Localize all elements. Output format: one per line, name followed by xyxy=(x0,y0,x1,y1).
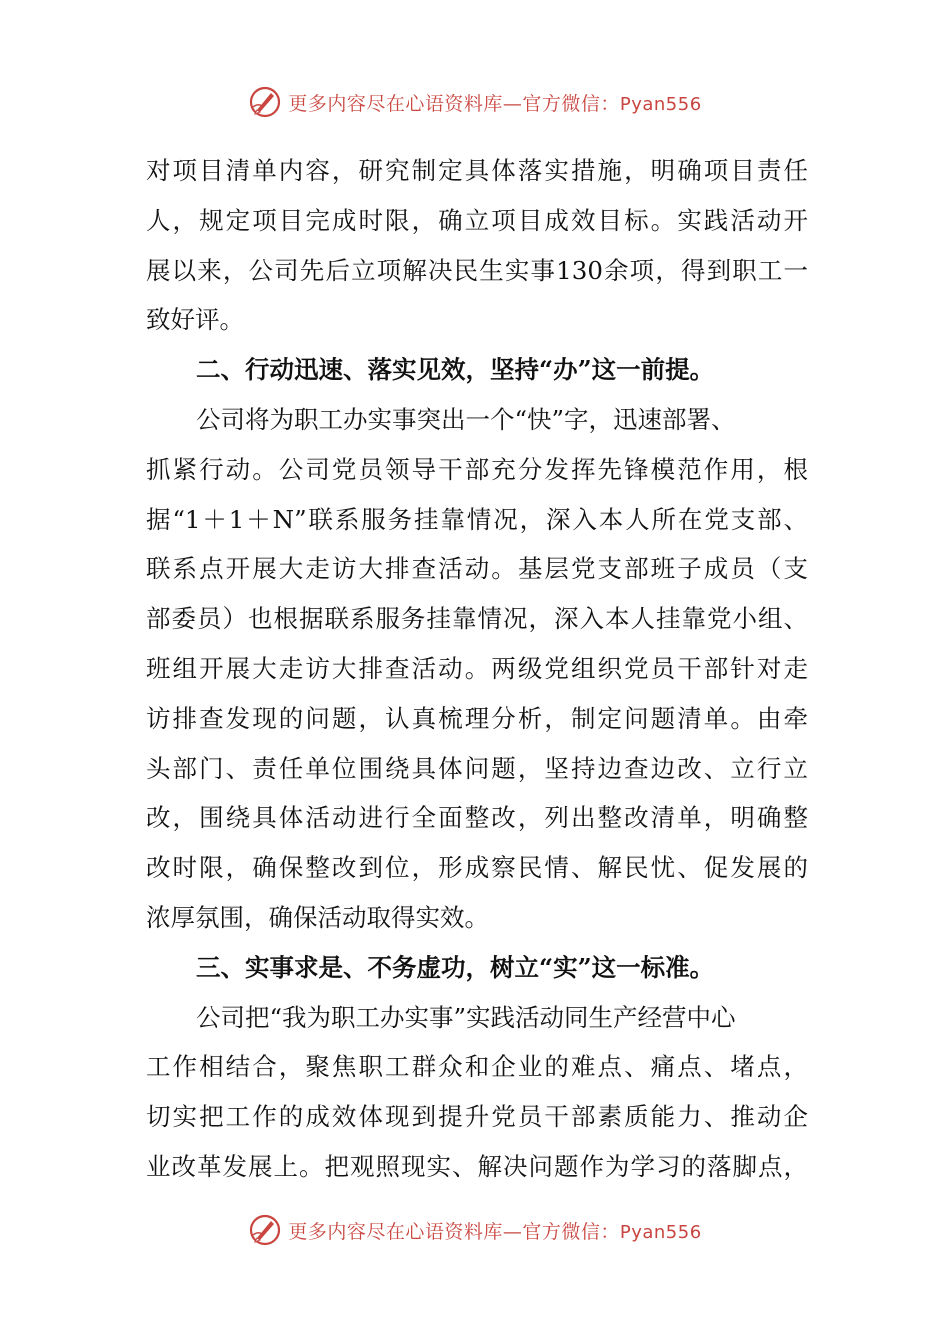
footer-banner xyxy=(0,1210,950,1250)
banner-label: 更多内容尽在心语资料库—官方微信： xyxy=(288,92,620,115)
text-line: 工作相结合，聚焦职工群众和企业的难点、痛点、堵点， xyxy=(146,1052,808,1082)
text-line: 致好评。 xyxy=(146,305,244,335)
text-line: 班组开展大走访大排查活动。两级党组织党员干部针对走 xyxy=(146,653,808,683)
header-banner xyxy=(0,82,950,122)
text-line: 展以来，公司先后立项解决民生实事130余项，得到职工一 xyxy=(146,255,808,285)
pen-circle-logo-icon xyxy=(248,85,282,119)
wechat-id: Pyan556 xyxy=(619,1221,702,1243)
banner-text xyxy=(288,1217,701,1244)
banner-label: 更多内容尽在心语资料库—官方微信： xyxy=(288,1220,620,1243)
banner-content xyxy=(248,85,701,119)
text-line: 访排查发现的问题，认真梳理分析，制定问题清单。由牵 xyxy=(146,703,808,733)
text-line: 抓紧行动。公司党员领导干部充分发挥先锋模范作用，根 xyxy=(146,454,808,484)
document-body xyxy=(146,146,808,1192)
text-line: 对项目清单内容，研究制定具体落实措施，明确项目责任 xyxy=(146,156,808,185)
banner-text xyxy=(288,89,701,116)
text-line: 切实把工作的成效体现到提升党员干部素质能力、推动企 xyxy=(146,1102,808,1132)
text-line: 部委员）也根据联系服务挂靠情况，深入本人挂靠党小组、 xyxy=(146,604,808,634)
text-line: 改，围绕具体活动进行全面整改，列出整改清单，明确整 xyxy=(146,803,808,833)
text-line: 业改革发展上。把观照现实、解决问题作为学习的落脚点， xyxy=(146,1151,808,1181)
section-heading: 二、行动迅速、落实见效，坚持“办”这一前提。 xyxy=(196,355,715,385)
text-line: 浓厚氛围，确保活动取得实效。 xyxy=(146,902,489,932)
text-line: 改时限，确保整改到位，形成察民情、解民忧、促发展的 xyxy=(146,853,808,883)
pen-circle-logo-icon xyxy=(248,1213,282,1247)
text-line: 公司将为职工办实事突出一个“快”字，迅速部署、 xyxy=(196,404,736,434)
wechat-id: Pyan556 xyxy=(619,93,702,115)
text-line: 联系点开展大走访大排查活动。基层党支部班子成员（支 xyxy=(146,554,808,584)
text-line: 据“1＋1＋N”联系服务挂靠情况，深入本人所在党支部、 xyxy=(146,504,808,534)
section-heading: 三、实事求是、不务虚功，树立“实”这一标准。 xyxy=(196,952,715,982)
text-line: 头部门、责任单位围绕具体问题，坚持边查边改、立行立 xyxy=(146,753,808,783)
text-line: 公司把“我为职工办实事”实践活动同生产经营中心 xyxy=(196,1002,736,1032)
banner-content xyxy=(248,1213,701,1247)
text-line: 人，规定项目完成时限，确立项目成效目标。实践活动开 xyxy=(146,205,808,235)
